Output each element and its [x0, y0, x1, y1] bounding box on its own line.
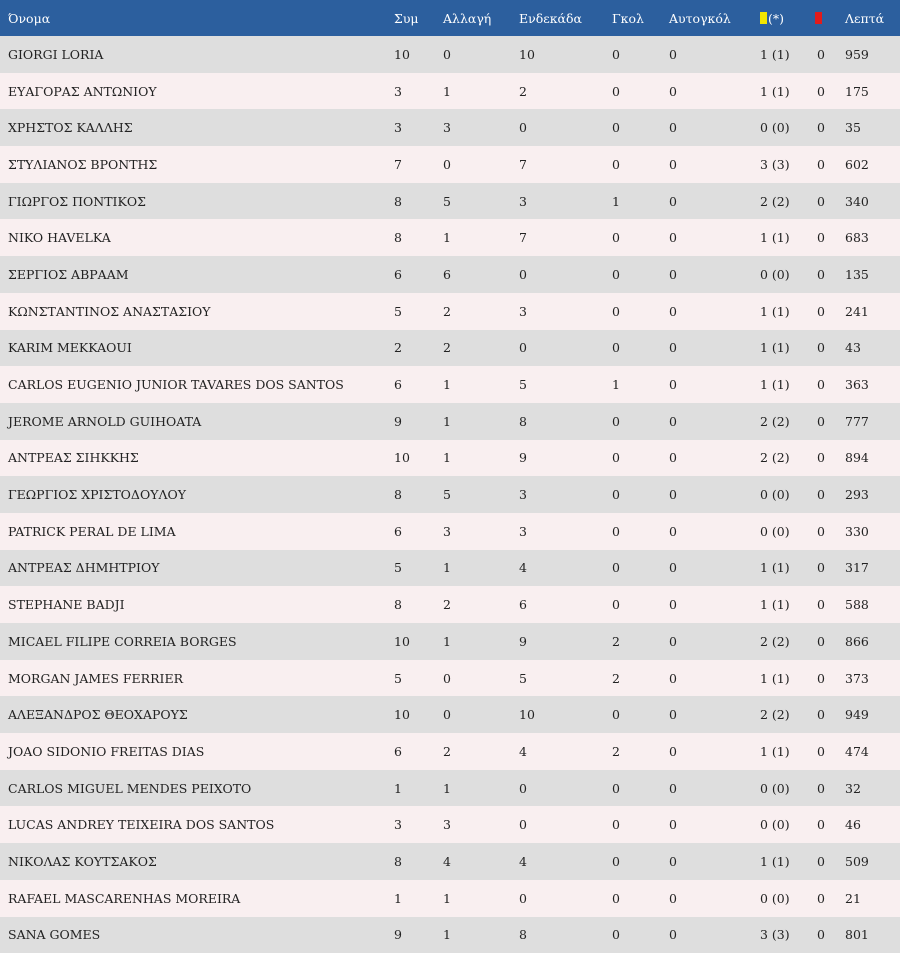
- appearances-cell: 3: [394, 120, 402, 136]
- yellow-cards-cell: 0 (0): [760, 487, 790, 503]
- appearances-cell: 5: [394, 303, 402, 319]
- goals-cell: 1: [612, 377, 620, 393]
- appearances-cell: 5: [394, 670, 402, 686]
- own-goals-cell: 0: [669, 780, 677, 796]
- table-row: [0, 586, 900, 623]
- own-goals-cell: 0: [669, 377, 677, 393]
- yellow-cards-cell: 2 (2): [760, 633, 790, 649]
- substitutions-cell: 1: [443, 450, 451, 466]
- player-name-cell: MICAEL FILIPE CORREIA BORGES: [8, 633, 237, 649]
- goals-cell: 0: [612, 927, 620, 943]
- header-own-goals[interactable]: Αυτογκόλ: [669, 10, 731, 26]
- substitutions-cell: 2: [443, 743, 451, 759]
- table-row: [0, 36, 900, 73]
- appearances-cell: 7: [394, 156, 402, 172]
- player-name-cell: ΣΤΥΛΙΑΝΟΣ ΒΡΟΝΤΗΣ: [8, 156, 158, 172]
- goals-cell: 0: [612, 890, 620, 906]
- red-cards-cell: 0: [817, 927, 825, 943]
- goals-cell: 0: [612, 817, 620, 833]
- goals-cell: 0: [612, 120, 620, 136]
- minutes-cell: 363: [845, 377, 869, 393]
- substitutions-cell: 1: [443, 927, 451, 943]
- substitutions-cell: 0: [443, 156, 451, 172]
- appearances-cell: 10: [394, 46, 410, 62]
- header-yellow-suffix: (*): [768, 10, 785, 26]
- player-name-cell: ΓΕΩΡΓΙΟΣ ΧΡΙΣΤΟΔΟΥΛΟΥ: [8, 487, 186, 503]
- substitutions-cell: 4: [443, 853, 451, 869]
- minutes-cell: 293: [845, 487, 869, 503]
- starts-cell: 4: [519, 560, 527, 576]
- player-name-cell: SANA GOMES: [8, 927, 101, 943]
- table-row: [0, 917, 900, 953]
- substitutions-cell: 2: [443, 340, 451, 356]
- own-goals-cell: 0: [669, 46, 677, 62]
- goals-cell: 0: [612, 266, 620, 282]
- appearances-cell: 6: [394, 377, 402, 393]
- red-cards-cell: 0: [817, 633, 825, 649]
- minutes-cell: 373: [845, 670, 869, 686]
- minutes-cell: 949: [845, 707, 869, 723]
- appearances-cell: 6: [394, 523, 402, 539]
- minutes-cell: 602: [845, 156, 869, 172]
- table-row: [0, 73, 900, 110]
- starts-cell: 9: [519, 633, 527, 649]
- starts-cell: 3: [519, 487, 527, 503]
- own-goals-cell: 0: [669, 340, 677, 356]
- starts-cell: 5: [519, 670, 527, 686]
- goals-cell: 0: [612, 523, 620, 539]
- yellow-cards-cell: 2 (2): [760, 413, 790, 429]
- appearances-cell: 8: [394, 597, 402, 613]
- own-goals-cell: 0: [669, 156, 677, 172]
- substitutions-cell: 1: [443, 413, 451, 429]
- yellow-cards-cell: 1 (1): [760, 853, 790, 869]
- red-cards-cell: 0: [817, 817, 825, 833]
- own-goals-cell: 0: [669, 817, 677, 833]
- starts-cell: 3: [519, 303, 527, 319]
- own-goals-cell: 0: [669, 83, 677, 99]
- own-goals-cell: 0: [669, 560, 677, 576]
- red-cards-cell: 0: [817, 156, 825, 172]
- goals-cell: 0: [612, 450, 620, 466]
- starts-cell: 4: [519, 853, 527, 869]
- goals-cell: 0: [612, 560, 620, 576]
- appearances-cell: 1: [394, 780, 402, 796]
- appearances-cell: 6: [394, 266, 402, 282]
- red-cards-cell: 0: [817, 890, 825, 906]
- player-name-cell: ΑΝΤΡΕΑΣ ΔΗΜΗΤΡΙΟΥ: [8, 560, 160, 576]
- table-row: [0, 293, 900, 330]
- yellow-cards-cell: 1 (1): [760, 670, 790, 686]
- appearances-cell: 3: [394, 817, 402, 833]
- table-row: [0, 440, 900, 477]
- minutes-cell: 683: [845, 230, 869, 246]
- appearances-cell: 8: [394, 487, 402, 503]
- table-row: [0, 146, 900, 183]
- red-cards-cell: 0: [817, 780, 825, 796]
- minutes-cell: 894: [845, 450, 869, 466]
- own-goals-cell: 0: [669, 230, 677, 246]
- starts-cell: 0: [519, 120, 527, 136]
- starts-cell: 3: [519, 193, 527, 209]
- starts-cell: 0: [519, 780, 527, 796]
- minutes-cell: 959: [845, 46, 869, 62]
- own-goals-cell: 0: [669, 890, 677, 906]
- yellow-cards-cell: 0 (0): [760, 120, 790, 136]
- own-goals-cell: 0: [669, 487, 677, 503]
- own-goals-cell: 0: [669, 853, 677, 869]
- substitutions-cell: 1: [443, 560, 451, 576]
- table-row: [0, 256, 900, 293]
- appearances-cell: 8: [394, 853, 402, 869]
- yellow-cards-cell: 1 (1): [760, 743, 790, 759]
- own-goals-cell: 0: [669, 413, 677, 429]
- minutes-cell: 330: [845, 523, 869, 539]
- player-name-cell: ΓΙΩΡΓΟΣ ΠΟΝΤΙΚΟΣ: [8, 193, 146, 209]
- goals-cell: 2: [612, 743, 620, 759]
- own-goals-cell: 0: [669, 707, 677, 723]
- minutes-cell: 588: [845, 597, 869, 613]
- yellow-cards-cell: 1 (1): [760, 83, 790, 99]
- yellow-cards-cell: 1 (1): [760, 560, 790, 576]
- minutes-cell: 474: [845, 743, 869, 759]
- goals-cell: 1: [612, 193, 620, 209]
- red-cards-cell: 0: [817, 303, 825, 319]
- red-cards-cell: 0: [817, 46, 825, 62]
- yellow-cards-cell: 1 (1): [760, 303, 790, 319]
- minutes-cell: 175: [845, 83, 869, 99]
- minutes-cell: 43: [845, 340, 861, 356]
- own-goals-cell: 0: [669, 597, 677, 613]
- red-cards-cell: 0: [817, 853, 825, 869]
- goals-cell: 0: [612, 46, 620, 62]
- table-header: [0, 0, 900, 36]
- own-goals-cell: 0: [669, 927, 677, 943]
- red-cards-cell: 0: [817, 670, 825, 686]
- substitutions-cell: 2: [443, 597, 451, 613]
- table-body: [0, 36, 900, 953]
- starts-cell: 8: [519, 413, 527, 429]
- player-name-cell: ΑΝΤΡΕΑΣ ΣΙΗΚΚΗΣ: [8, 450, 139, 466]
- goals-cell: 0: [612, 597, 620, 613]
- minutes-cell: 32: [845, 780, 861, 796]
- player-name-cell: JOAO SIDONIO FREITAS DIAS: [8, 743, 205, 759]
- table-row: [0, 109, 900, 146]
- substitutions-cell: 1: [443, 83, 451, 99]
- minutes-cell: 866: [845, 633, 869, 649]
- appearances-cell: 3: [394, 83, 402, 99]
- table-row: [0, 696, 900, 733]
- red-cards-cell: 0: [817, 597, 825, 613]
- red-cards-cell: 0: [817, 413, 825, 429]
- red-cards-cell: 0: [817, 83, 825, 99]
- substitutions-cell: 3: [443, 817, 451, 833]
- own-goals-cell: 0: [669, 670, 677, 686]
- table-row: [0, 403, 900, 440]
- minutes-cell: 21: [845, 890, 861, 906]
- appearances-cell: 8: [394, 193, 402, 209]
- table-row: [0, 770, 900, 807]
- substitutions-cell: 1: [443, 377, 451, 393]
- minutes-cell: 340: [845, 193, 869, 209]
- table-row: [0, 183, 900, 220]
- minutes-cell: 509: [845, 853, 869, 869]
- player-name-cell: CARLOS MIGUEL MENDES PEIXOTO: [8, 780, 252, 796]
- red-cards-cell: 0: [817, 523, 825, 539]
- goals-cell: 0: [612, 853, 620, 869]
- appearances-cell: 5: [394, 560, 402, 576]
- yellow-cards-cell: 2 (2): [760, 450, 790, 466]
- starts-cell: 2: [519, 83, 527, 99]
- player-name-cell: ΧΡΗΣΤΟΣ ΚΑΛΛΗΣ: [8, 120, 133, 136]
- substitutions-cell: 5: [443, 487, 451, 503]
- substitutions-cell: 3: [443, 120, 451, 136]
- own-goals-cell: 0: [669, 120, 677, 136]
- yellow-cards-cell: 3 (3): [760, 927, 790, 943]
- minutes-cell: 46: [845, 817, 861, 833]
- substitutions-cell: 3: [443, 523, 451, 539]
- yellow-cards-cell: 1 (1): [760, 377, 790, 393]
- appearances-cell: 9: [394, 413, 402, 429]
- goals-cell: 2: [612, 633, 620, 649]
- minutes-cell: 801: [845, 927, 869, 943]
- appearances-cell: 10: [394, 450, 410, 466]
- yellow-cards-cell: 1 (1): [760, 230, 790, 246]
- goals-cell: 0: [612, 487, 620, 503]
- red-cards-cell: 0: [817, 120, 825, 136]
- table-row: [0, 513, 900, 550]
- red-cards-cell: 0: [817, 743, 825, 759]
- table-row: [0, 219, 900, 256]
- substitutions-cell: 1: [443, 633, 451, 649]
- starts-cell: 10: [519, 46, 535, 62]
- goals-cell: 0: [612, 780, 620, 796]
- goals-cell: 0: [612, 230, 620, 246]
- player-name-cell: GIORGI LORIA: [8, 46, 104, 62]
- player-name-cell: ΣΕΡΓΙΟΣ ΑΒΡΑΑΜ: [8, 266, 129, 282]
- own-goals-cell: 0: [669, 266, 677, 282]
- yellow-cards-cell: 1 (1): [760, 46, 790, 62]
- yellow-cards-cell: 0 (0): [760, 780, 790, 796]
- red-cards-cell: 0: [817, 193, 825, 209]
- appearances-cell: 2: [394, 340, 402, 356]
- yellow-cards-cell: 0 (0): [760, 523, 790, 539]
- appearances-cell: 9: [394, 927, 402, 943]
- table-row: [0, 660, 900, 697]
- header-red-cards[interactable]: [815, 0, 845, 36]
- yellow-card-icon: [760, 12, 767, 24]
- substitutions-cell: 2: [443, 303, 451, 319]
- appearances-cell: 10: [394, 707, 410, 723]
- table-row: [0, 733, 900, 770]
- yellow-cards-cell: 1 (1): [760, 597, 790, 613]
- header-yellow-cards[interactable]: [760, 0, 815, 36]
- player-name-cell: PATRICK PERAL DE LIMA: [8, 523, 176, 539]
- starts-cell: 6: [519, 597, 527, 613]
- table-row: [0, 330, 900, 367]
- player-name-cell: NIKO HAVELKA: [8, 230, 111, 246]
- header-name[interactable]: Όνομα: [8, 10, 51, 26]
- starts-cell: 5: [519, 377, 527, 393]
- table-row: [0, 476, 900, 513]
- table-row: [0, 843, 900, 880]
- red-cards-cell: 0: [817, 487, 825, 503]
- red-cards-cell: 0: [817, 377, 825, 393]
- yellow-cards-cell: 0 (0): [760, 266, 790, 282]
- minutes-cell: 777: [845, 413, 869, 429]
- goals-cell: 0: [612, 83, 620, 99]
- substitutions-cell: 5: [443, 193, 451, 209]
- goals-cell: 0: [612, 413, 620, 429]
- goals-cell: 0: [612, 303, 620, 319]
- yellow-cards-cell: 3 (3): [760, 156, 790, 172]
- own-goals-cell: 0: [669, 450, 677, 466]
- minutes-cell: 35: [845, 120, 861, 136]
- starts-cell: 0: [519, 817, 527, 833]
- player-name-cell: MORGAN JAMES FERRIER: [8, 670, 183, 686]
- minutes-cell: 317: [845, 560, 869, 576]
- red-cards-cell: 0: [817, 707, 825, 723]
- minutes-cell: 135: [845, 266, 869, 282]
- red-cards-cell: 0: [817, 560, 825, 576]
- player-name-cell: ΝΙΚΟΛΑΣ ΚΟΥΤΣΑΚΟΣ: [8, 853, 157, 869]
- own-goals-cell: 0: [669, 743, 677, 759]
- table-row: [0, 880, 900, 917]
- starts-cell: 7: [519, 230, 527, 246]
- substitutions-cell: 1: [443, 780, 451, 796]
- yellow-cards-cell: 1 (1): [760, 340, 790, 356]
- yellow-cards-cell: 0 (0): [760, 890, 790, 906]
- player-name-cell: LUCAS ANDREY TEIXEIRA DOS SANTOS: [8, 817, 275, 833]
- goals-cell: 0: [612, 340, 620, 356]
- header-minutes[interactable]: Λεπτά: [845, 10, 885, 26]
- table-row: [0, 806, 900, 843]
- table-row: [0, 623, 900, 660]
- header-starts[interactable]: Ενδεκάδα: [519, 10, 582, 26]
- header-row: [0, 0, 900, 36]
- header-goals[interactable]: Γκολ: [612, 10, 644, 26]
- own-goals-cell: 0: [669, 303, 677, 319]
- starts-cell: 10: [519, 707, 535, 723]
- goals-cell: 0: [612, 707, 620, 723]
- starts-cell: 0: [519, 340, 527, 356]
- player-name-cell: ΑΛΕΞΑΝΔΡΟΣ ΘΕΟΧΑΡΟΥΣ: [8, 707, 188, 723]
- starts-cell: 0: [519, 266, 527, 282]
- substitutions-cell: 1: [443, 890, 451, 906]
- red-cards-cell: 0: [817, 266, 825, 282]
- player-name-cell: KARIM MEKKAOUI: [8, 340, 132, 356]
- substitutions-cell: 0: [443, 670, 451, 686]
- starts-cell: 7: [519, 156, 527, 172]
- appearances-cell: 10: [394, 633, 410, 649]
- goals-cell: 2: [612, 670, 620, 686]
- substitutions-cell: 1: [443, 230, 451, 246]
- player-name-cell: STEPHANE BADJI: [8, 597, 125, 613]
- substitutions-cell: 6: [443, 266, 451, 282]
- goals-cell: 0: [612, 156, 620, 172]
- starts-cell: 9: [519, 450, 527, 466]
- yellow-cards-cell: 2 (2): [760, 707, 790, 723]
- player-name-cell: CARLOS EUGENIO JUNIOR TAVARES DOS SANTOS: [8, 377, 344, 393]
- appearances-cell: 8: [394, 230, 402, 246]
- table-row: [0, 366, 900, 403]
- substitutions-cell: 0: [443, 46, 451, 62]
- red-cards-cell: 0: [817, 450, 825, 466]
- red-card-icon: [815, 12, 822, 24]
- own-goals-cell: 0: [669, 523, 677, 539]
- table-row: [0, 550, 900, 587]
- starts-cell: 3: [519, 523, 527, 539]
- own-goals-cell: 0: [669, 633, 677, 649]
- appearances-cell: 1: [394, 890, 402, 906]
- own-goals-cell: 0: [669, 193, 677, 209]
- player-name-cell: RAFAEL MASCARENHAS MOREIRA: [8, 890, 241, 906]
- yellow-cards-cell: 0 (0): [760, 817, 790, 833]
- yellow-cards-cell: 2 (2): [760, 193, 790, 209]
- starts-cell: 8: [519, 927, 527, 943]
- starts-cell: 4: [519, 743, 527, 759]
- header-apps[interactable]: Συμ: [394, 10, 419, 26]
- starts-cell: 0: [519, 890, 527, 906]
- minutes-cell: 241: [845, 303, 869, 319]
- red-cards-cell: 0: [817, 340, 825, 356]
- substitutions-cell: 0: [443, 707, 451, 723]
- player-name-cell: ΚΩΝΣΤΑΝΤΙΝΟΣ ΑΝΑΣΤΑΣΙΟΥ: [8, 303, 211, 319]
- header-subs[interactable]: Αλλαγή: [443, 10, 492, 26]
- player-name-cell: JEROME ARNOLD GUIHOATA: [8, 413, 202, 429]
- appearances-cell: 6: [394, 743, 402, 759]
- player-name-cell: ΕΥΑΓΟΡΑΣ ΑΝΤΩΝΙΟΥ: [8, 83, 157, 99]
- red-cards-cell: 0: [817, 230, 825, 246]
